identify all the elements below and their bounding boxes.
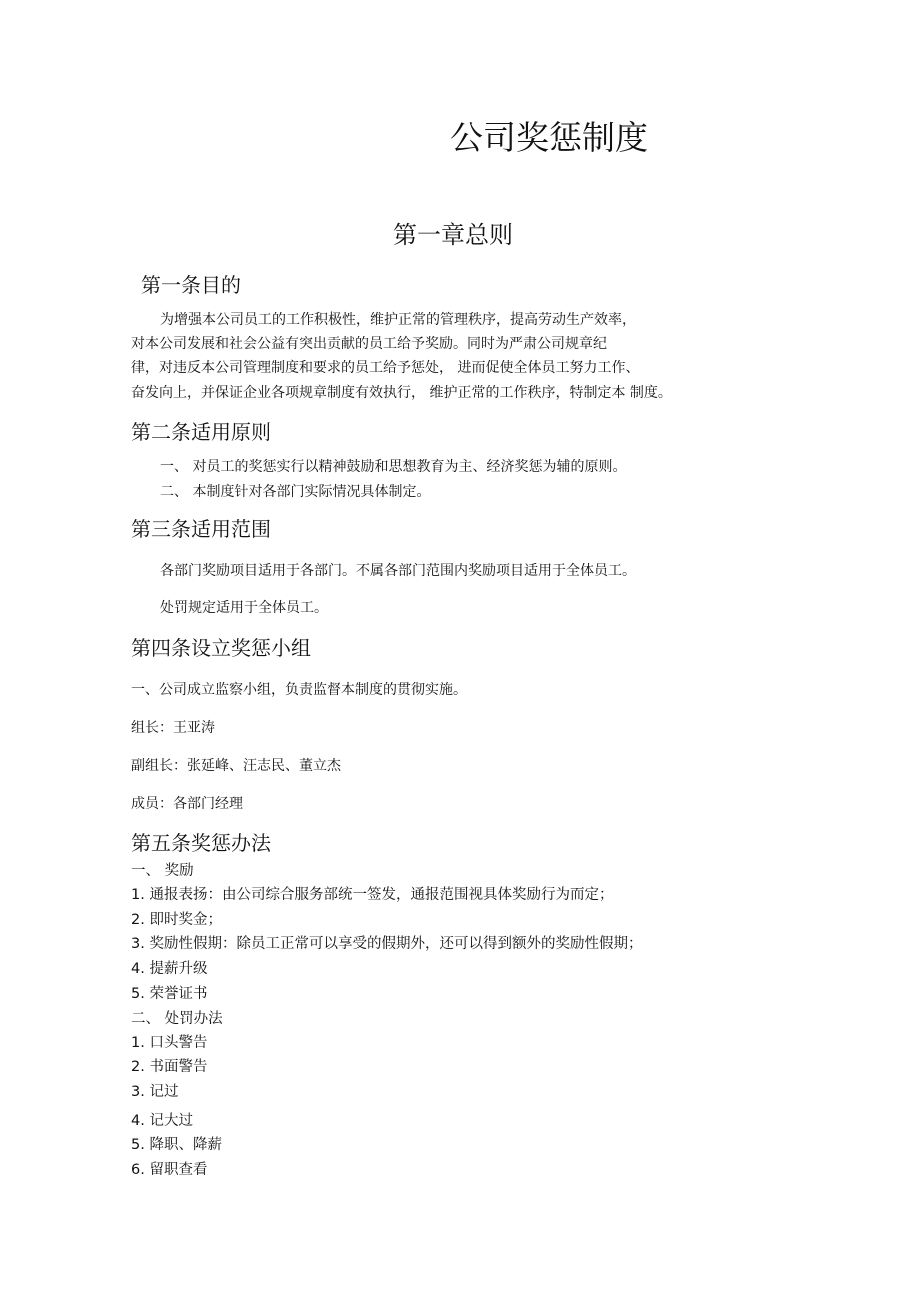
article2-item: 一、 对员工的奖惩实行以精神鼓励和思想教育为主、经济奖惩为辅的原则。 (160, 459, 627, 475)
document-title: 公司奖惩制度 (450, 118, 648, 157)
article4-heading: 第四条设立奖惩小组 (131, 636, 311, 660)
article2-heading: 第二条适用原则 (131, 420, 271, 444)
reward-item: 4. 提薪升级 (131, 961, 208, 977)
article5-heading: 第五条奖惩办法 (131, 831, 271, 855)
article4-line: 一、公司成立监察小组，负责监督本制度的贯彻实施。 (131, 682, 467, 698)
article1-heading: 第一条目的 (141, 273, 241, 297)
article4-deputy-leaders: 副组长：张延峰、汪志民、董立杰 (131, 758, 341, 774)
chapter-heading: 第一章总则 (393, 221, 513, 249)
penalty-heading: 二、 处罚办法 (131, 1011, 223, 1027)
article4-members: 成员：各部门经理 (131, 796, 243, 812)
reward-item: 3. 奖励性假期：除员工正常可以享受的假期外，还可以得到额外的奖励性假期； (131, 936, 643, 952)
penalty-item: 6. 留职查看 (131, 1162, 208, 1178)
article3-paragraph: 各部门奖励项目适用于各部门。不属各部门范围内奖励项目适用于全体员工。 (160, 563, 636, 579)
penalty-item: 1. 口头警告 (131, 1035, 208, 1051)
penalty-item: 4. 记大过 (131, 1113, 193, 1129)
article3-paragraph: 处罚规定适用于全体员工。 (160, 600, 328, 616)
penalty-item: 3. 记过 (131, 1084, 179, 1100)
penalty-item: 5. 降职、降薪 (131, 1137, 222, 1153)
reward-heading: 一、 奖励 (131, 863, 194, 879)
article1-line: 为增强本公司员工的工作积极性，维护正常的管理秩序，提高劳动生产效率， (160, 312, 636, 328)
article1-line: 律，对违反本公司管理制度和要求的员工给予惩处， 进而促使全体员工努力工作、 (131, 360, 640, 376)
reward-item: 2. 即时奖金； (131, 912, 222, 928)
article1-line: 奋发向上，并保证企业各项规章制度有效执行， 维护正常的工作秩序，特制定本 制度。 (131, 385, 672, 401)
penalty-item: 2. 书面警告 (131, 1059, 208, 1075)
reward-item: 1. 通报表扬：由公司综合服务部统一签发，通报范围视具体奖励行为而定； (131, 887, 614, 903)
reward-item: 5. 荣誉证书 (131, 986, 208, 1002)
article1-line: 对本公司发展和社会公益有突出贡献的员工给予奖励。同时为严肃公司规章纪 (131, 336, 607, 352)
article4-leader: 组长：王亚涛 (131, 720, 215, 736)
article3-heading: 第三条适用范围 (131, 517, 271, 541)
article2-item: 二、 本制度针对各部门实际情况具体制定。 (160, 484, 431, 500)
